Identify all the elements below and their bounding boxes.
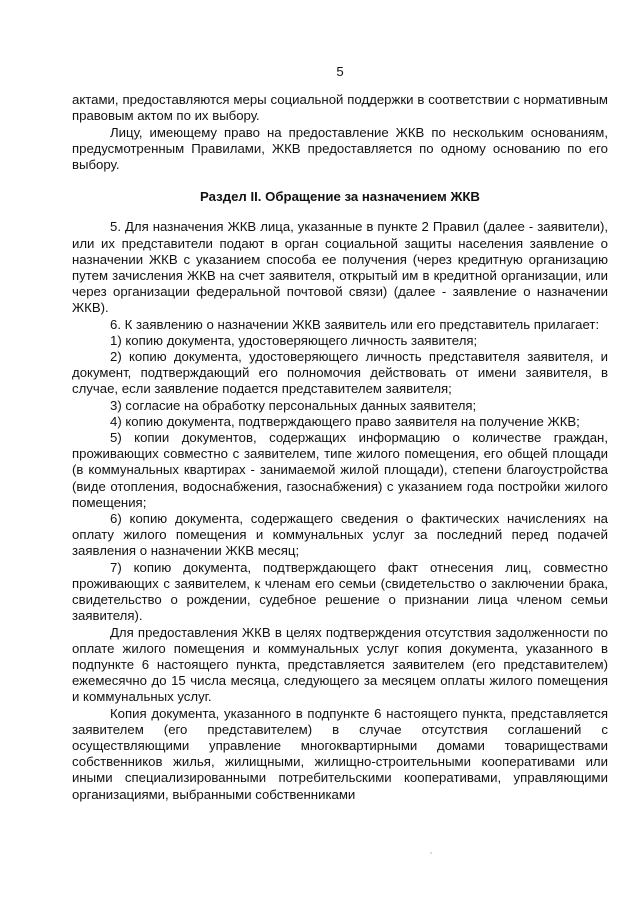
section-title: Раздел II. Обращение за назначением ЖКВ (200, 189, 480, 205)
paragraph-5: 5. Для назначения ЖКВ лица, указанные в пункте 2 Правил (далее - заявители), или их представители подают в орган социальной защиты населения заявление о назначении ЖКВ с указанием способа ее получения (через кредитную организацию путем зачисления ЖКВ на счет заявителя, открытый им в кредитной организации, или через организации федеральной почтовой связи) (далее - заявление о назначении ЖКВ). (72, 219, 608, 316)
scan-dot (430, 852, 432, 854)
paragraph-6: 6. К заявлению о назначении ЖКВ заявитель или его представитель прилагает: (110, 316, 600, 332)
paragraph-provision: Для предоставления ЖКВ в целях подтверждения отсутствия задолженности по оплате жилого помещения и коммунальных услуг копия документа, указанного в подпункте 6 настоящего пункта, представляется заявителем (его представителем) ежемесячно до 15 числа месяца, следующего за месяцем оплаты жилого помещения и коммунальных услуг. (72, 624, 608, 705)
paragraph-top-2: Лицу, имеющему право на предоставление ЖКВ по нескольким основаниям, предусмотренным Правилами, ЖКВ предоставляется по одному основанию по его выбору. (72, 124, 608, 173)
document-page (72, 64, 608, 803)
list-item-7: 7) копию документа, подтверждающего факт отнесения лиц, совместно проживающих с заявителем, к членам его семьи (свидетельство о заключении брака, свидетельство о рождении, судебное решение о признании лица членом семьи заявителя). (72, 559, 608, 624)
list-item-3: 3) согласие на обработку персональных данных заявителя; (110, 397, 477, 413)
paragraph-copy: Копия документа, указанного в подпункте 6 настоящего пункта, представляется заявителем (его представителем) в случае отсутствия соглашений с осуществляющими управление многоквартирными домами товариществами собственников жилья, жилищными, жилищно-строительными кооперативами или иными специализированными потребительскими кооперативами, управляющими организациями, выбранными собственниками (72, 705, 608, 802)
list-item-5: 5) копии документов, содержащих информацию о количестве граждан, проживающих совместно с заявителем, типе жилого помещения, его общей площади (в коммунальных квартирах - занимаемой жилой площади), степени благоустройства (виде отопления, водоснабжения, газоснабжения) с указанием года постройки жилого помещения; (72, 430, 608, 510)
list-item-1: 1) копию документа, удостоверяющего личность заявителя; (110, 332, 478, 348)
page-number: 5 (336, 64, 344, 79)
list-item-6: 6) копию документа, содержащего сведения о фактических начислениях на оплату жилого помещения и коммунальных услуг за последний перед подачей заявления о назначении ЖКВ месяц; (72, 511, 608, 559)
list-item-2: 2) копию документа, удостоверяющего личность представителя заявителя, и документ, подтверждающий его полномочия действовать от имени заявителя, в случае, если заявление подается представителем заявителя; (72, 349, 608, 397)
list-item-4: 4) копию документа, подтверждающего право заявителя на получение ЖКВ; (110, 413, 580, 429)
paragraph-top-1: актами, предоставляются меры социальной поддержки в соответствии с нормативным правовым актом по их выбору. (72, 92, 608, 124)
